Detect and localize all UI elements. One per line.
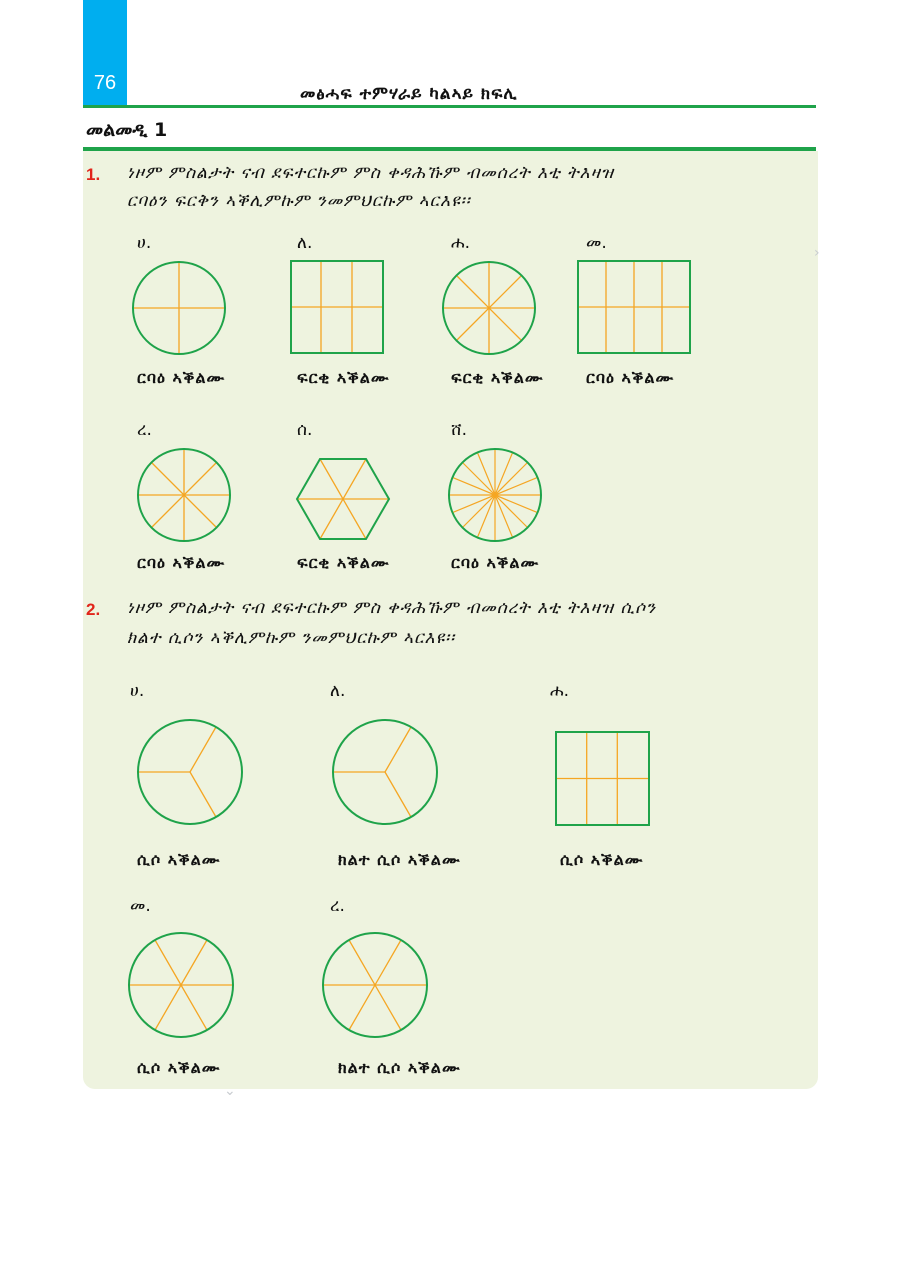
- header-rule: [83, 105, 816, 108]
- circle-eighths-shape[interactable]: [135, 446, 233, 544]
- circle-thirds-shape[interactable]: [331, 718, 439, 826]
- page-number: 76: [93, 72, 117, 94]
- book-title: መፅሓፍ ተምሃራይ ካልኣይ ክፍሊ: [300, 84, 518, 104]
- q1-item-label: መ.: [586, 233, 607, 253]
- q1-item-caption: ፍርቂ ኣቕልሙ: [297, 553, 390, 572]
- q2-item-caption: ክልተ ሲሶ ኣቕልሙ: [338, 1058, 461, 1077]
- q1-item-label: ረ.: [137, 420, 152, 440]
- q1-item-caption: ፍርቂ ኣቕልሙ: [297, 368, 390, 387]
- question-2-number: 2.: [86, 600, 101, 619]
- q2-item-caption: ሲሶ ኣቕልሙ: [137, 1058, 221, 1077]
- circle-sixths-shape[interactable]: [321, 931, 429, 1039]
- square-sixths-shape[interactable]: [555, 731, 650, 826]
- question-2-line-2: ክልተ ሲሶን ኣቕሊምኩም ንመምህርኩም ኣርእዩ፡፡: [127, 628, 456, 648]
- section-title: መልመዲ 1: [86, 119, 168, 141]
- q1-item-caption: ርባዕ ኣቕልሙ: [137, 368, 226, 387]
- q1-item-caption: ርባዕ ኣቕልሙ: [451, 553, 540, 572]
- circle-quarters-shape[interactable]: [130, 259, 228, 357]
- chevron-down-icon: ⌄: [224, 1083, 236, 1099]
- q1-item-caption: ፍርቂ ኣቕልሙ: [451, 368, 544, 387]
- hexagon-sixths-shape[interactable]: [295, 457, 391, 541]
- chevron-right-icon: ›: [814, 245, 820, 261]
- q1-item-caption: ርባዕ ኣቕልሙ: [586, 368, 675, 387]
- circle-sixteenths-shape[interactable]: [446, 446, 544, 544]
- q1-item-label: ለ.: [297, 233, 313, 253]
- rectangle-grid-shape[interactable]: [577, 260, 691, 354]
- q2-item-label: መ.: [130, 896, 151, 916]
- q2-item-label: ሐ.: [550, 681, 570, 701]
- question-1-line-2: ርባዕን ፍርቅን ኣቕሊምኩም ንመምህርኩም ኣርእዩ፡፡: [127, 191, 471, 211]
- question-2-line-1: ነዞም ምስልታት ናብ ደፍተርኩም ምስ ቀዳሕኹም ብመሰረት እቲ ትእዛዝ ሲሶን: [127, 598, 657, 618]
- q1-item-label: ሀ.: [137, 233, 152, 253]
- circle-sixths-shape[interactable]: [127, 931, 235, 1039]
- q1-item-label: ሰ.: [297, 420, 313, 440]
- q1-item-caption: ርባዕ ኣቕልሙ: [137, 553, 226, 572]
- circle-eighths-shape[interactable]: [440, 259, 538, 357]
- q2-item-caption: ሲሶ ኣቕልሙ: [560, 850, 644, 869]
- q1-item-label: ሐ.: [451, 233, 471, 253]
- q2-item-label: ረ.: [330, 896, 345, 916]
- square-grid-shape[interactable]: [290, 260, 384, 354]
- question-1-number: 1.: [86, 165, 101, 184]
- q2-item-caption: ሲሶ ኣቕልሙ: [137, 850, 221, 869]
- q2-item-caption: ክልተ ሲሶ ኣቕልሙ: [338, 850, 461, 869]
- q2-item-label: ለ.: [330, 681, 346, 701]
- question-1-line-1: ነዞም ምስልታት ናብ ደፍተርኩም ምስ ቀዳሕኹም ብመሰረት እቲ ትእዛዝ: [127, 163, 615, 183]
- q2-item-label: ሀ.: [130, 681, 145, 701]
- circle-thirds-shape[interactable]: [136, 718, 244, 826]
- q1-item-label: ሸ.: [451, 420, 467, 440]
